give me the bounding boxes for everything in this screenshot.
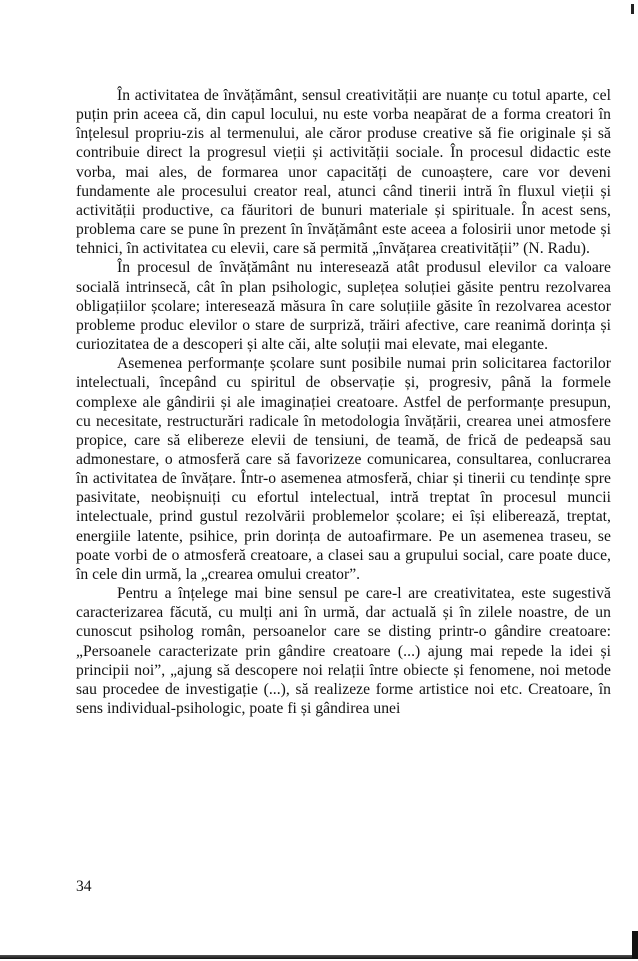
paragraph-3: Asemenea performanțe școlare sunt posibile numai prin solicitarea factorilor intelectuali, începând cu spiritul de observație și, progresiv, până la formele complexe ale gândirii și ale imaginației creatoare. Astfel de performanțe presupun, cu necesitate, restructurări radicale în metodologia învățării, crearea unei atmosfere propice, care să elibereze elevii de tensiuni, de teamă, de frică de pedeapsă sau admonestare, o atmosferă care să favorizeze comunicarea, consultarea, conlucrarea în activitatea de învățare. Într-o asemenea atmosferă, chiar și tinerii cu tendințe spre pasivitate, neobișnuiți cu efortul intelectual, intră treptat în procesul muncii intelectuale, prind gustul rezolvării problemelor școlare; ei își eliberează, treptat, energiile latente, psihice, prin dorința de autoafirmare. Pe un asemenea traseu, se poate vorbi de o atmosferă creatoare, a clasei sau a grupului social, care poate duce, în cele din urmă, la „crearea omului creator”. [76,355,611,583]
paragraph-4: Pentru a înțelege mai bine sensul pe care-l are creativitatea, este sugestivă caracterizarea făcută, cu mulți ani în urmă, dar actuală și în zilele noastre, de un cunoscut psiholog român, persoanelor care se disting printr-o gândire creatoare: „Persoanele caracterizate prin gândire creatoare (...) ajung mai repede la idei și principii noi”, „ajung să descopere noi relații între obiecte și fenomene, noi metode sau procedee de investigație (...), să realizeze forme artistice noi etc. Creatoare, în sens individual-psihologic, poate fi și gândirea unei [76,585,611,717]
paragraph-1: În activitatea de învățământ, sensul creativității are nuanțe cu totul aparte, cel puțin prin aceea că, din capul locului, nu este vorba neapărat de a forma creatori în înțelesul propriu-zis al termenului, ale căror produse creative să fie originale și să contribuie direct la progresul vieții și activității sociale. În procesul didactic este vorba, mai ales, de formarea unor capacități de cunoaștere, care vor deveni fundamente ale procesului creator real, atunci când tinerii intră în fluxul vieții și activității productive, ca făuritori de bunuri materiale și spirituale. În acest sens, problema care se pune în prezent în învățământ este aceea a folosirii unor metode și tehnici, în activitatea cu elevii, care să permită „învățarea creativității” (N. Radu). [76,87,611,258]
body-text [76,86,611,718]
page-number: 34 [76,878,92,895]
scan-edge-mark [631,4,634,14]
scan-corner-mark [632,931,638,959]
paragraph-2: În procesul de învățământ nu interesează atât produsul elevilor ca valoare socială intrinsecă, cât în plan psihologic, suplețea soluției găsite pentru rezolvarea obligațiilor școlare; interesează măsura în care soluțiile găsite în rezolvarea acestor probleme produc elevilor o stare de surpriză, trăiri afective, care reanimă dorința și curiozitatea de a descoperi și alte căi, alte soluții mai elevate, mai elegante. [76,259,611,354]
scan-bottom-edge [0,955,638,959]
